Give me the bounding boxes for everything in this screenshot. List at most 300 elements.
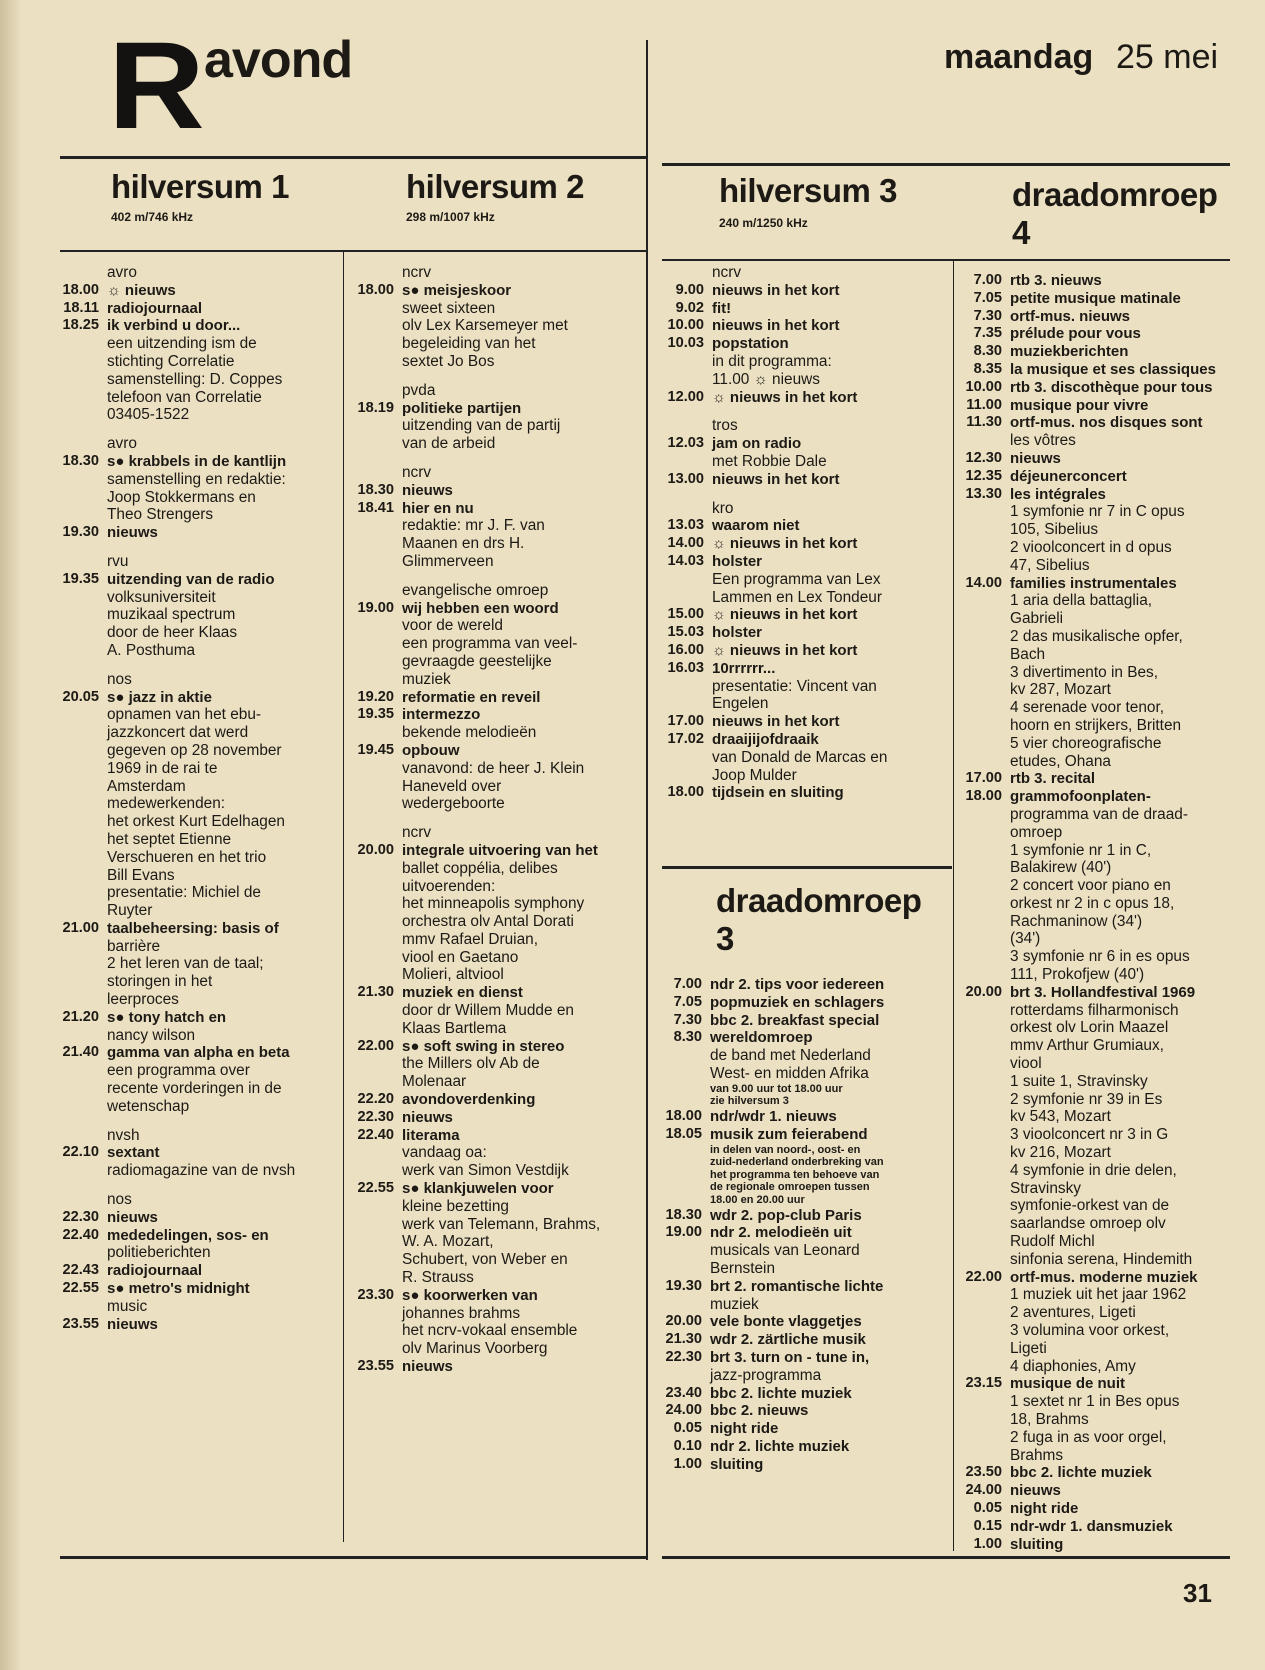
program-row: [350, 1038, 646, 1091]
program-time: 18.00: [357, 281, 394, 298]
program-time: 21.40: [62, 1044, 99, 1061]
program-title: s● soft swing in stereo: [402, 1037, 565, 1055]
program-time: 0.05: [673, 1420, 702, 1437]
program-row: [654, 976, 950, 994]
program-description: 2 das musikalische opfer,: [1010, 627, 1183, 645]
program-description: redaktie: mr J. F. van: [402, 517, 545, 535]
program-row: [954, 290, 1254, 308]
broadcaster-name: kro: [712, 499, 734, 517]
program-title: nieuws in het kort: [712, 281, 840, 299]
program-description: Ruyter: [107, 902, 153, 920]
program-description: Amsterdam: [107, 777, 186, 795]
program-title: draaijijofdraaik: [712, 730, 819, 748]
program-time: 22.55: [357, 1180, 394, 1197]
broadcaster-name: pvda: [402, 381, 436, 399]
program-description: W. A. Mozart,: [402, 1233, 494, 1251]
program-note: zuid-nederland onderbreking van: [710, 1156, 884, 1169]
program-row: [55, 524, 345, 542]
program-title: musique de nuit: [1010, 1375, 1126, 1393]
program-time: [350, 464, 394, 482]
program-description: orkest olv Lorin Maazel: [1010, 1019, 1169, 1037]
program-row: [954, 1269, 1254, 1376]
program-note: in delen van noord-, oost- en: [710, 1143, 861, 1156]
program-title: popstation: [712, 335, 789, 353]
program-time: 7.30: [973, 307, 1002, 324]
program-row: [55, 1209, 345, 1227]
program-description: (34'): [1010, 930, 1041, 948]
program-description: presentatie: Michiel de: [107, 884, 261, 902]
program-time: 18.00: [62, 281, 99, 298]
program-description: symfonie-orkest van de: [1010, 1197, 1170, 1215]
program-description: ballet coppélia, delibes: [402, 859, 558, 877]
program-description: van Donald de Marcas en: [712, 748, 888, 766]
program-row: [654, 282, 950, 300]
section-logo-r: R: [108, 17, 201, 155]
program-row: [55, 1044, 345, 1115]
program-time: 13.30: [965, 485, 1002, 502]
program-row: [350, 482, 646, 500]
broadcaster-label: [350, 582, 646, 600]
program-description: 18, Brahms: [1010, 1411, 1089, 1428]
program-row: [954, 984, 1254, 1269]
program-description: Molenaar: [402, 1073, 467, 1091]
program-description: sweet sixteen: [402, 299, 496, 317]
program-title: tijdsein en sluiting: [712, 784, 844, 802]
program-row: [350, 706, 646, 742]
station-title-hilversum-3: hilversum 3: [719, 172, 897, 209]
program-row: [350, 1127, 646, 1180]
program-description: kv 543, Mozart: [1010, 1108, 1111, 1126]
program-row: [654, 535, 950, 553]
program-title: nieuws: [402, 1108, 453, 1126]
program-row: [55, 1009, 345, 1045]
program-row: [954, 1518, 1254, 1536]
program-row: [55, 1144, 345, 1180]
program-description: van de arbeid: [402, 435, 496, 453]
freq-hilversum-3: 240 m/1250 kHz: [719, 216, 808, 230]
program-title: ortf-mus. nieuws: [1010, 307, 1131, 325]
broadcaster-name: avro: [107, 435, 137, 453]
program-description: het orkest Kurt Edelhagen: [107, 813, 285, 831]
program-title: night ride: [1010, 1499, 1079, 1517]
program-time: 19.00: [665, 1224, 702, 1241]
program-time: [654, 264, 704, 282]
program-title: s● tony hatch en: [107, 1008, 227, 1026]
program-description: Joop Mulder: [712, 766, 797, 784]
program-row: [654, 1126, 950, 1207]
station-title-draadomroep-4: draadomroep 4: [1012, 176, 1218, 251]
program-time: 18.00: [965, 788, 1002, 805]
program-note: het programma ten behoeve van: [710, 1168, 880, 1181]
program-title: bbc 2. nieuws: [710, 1402, 809, 1420]
program-note: de regionale omroepen tussen: [710, 1181, 870, 1194]
program-time: 16.00: [667, 641, 704, 658]
program-time: 12.30: [965, 449, 1002, 466]
program-description: mmv Arthur Grumiaux,: [1010, 1037, 1164, 1055]
program-row: [350, 500, 646, 571]
program-title: ndr 2. tips voor iedereen: [710, 976, 885, 993]
program-time: 13.00: [667, 470, 704, 487]
program-time: [55, 435, 99, 453]
program-row: [654, 1029, 950, 1108]
program-time: 0.10: [673, 1437, 702, 1454]
program-row: [654, 713, 950, 731]
broadcaster-name: nos: [107, 670, 132, 688]
program-time: 22.00: [965, 1268, 1002, 1285]
program-row: [654, 1313, 950, 1331]
freq-hilversum-2: 298 m/1007 kHz: [406, 210, 495, 224]
program-description: programma van de draad-: [1010, 805, 1188, 823]
freq-hilversum-1: 402 m/746 kHz: [111, 210, 194, 224]
program-time: 23.55: [62, 1315, 99, 1332]
program-row: [654, 553, 950, 606]
program-time: 21.00: [62, 919, 99, 936]
program-description: R. Strauss: [402, 1269, 474, 1287]
program-description: sinfonia serena, Hindemith: [1010, 1250, 1193, 1268]
program-description: viool: [1010, 1055, 1042, 1073]
date: 25 mei: [1116, 38, 1219, 76]
program-row: [350, 742, 646, 813]
program-description: Een programma van Lex: [712, 570, 881, 588]
program-time: [55, 264, 99, 282]
program-time: 23.55: [357, 1358, 394, 1375]
broadcaster-label: [654, 500, 950, 518]
program-time: 20.00: [965, 983, 1002, 1000]
program-description: leerproces: [107, 991, 179, 1009]
program-time: 22.30: [665, 1348, 702, 1365]
broadcaster-name: ncrv: [402, 463, 432, 481]
program-title: night ride: [710, 1420, 779, 1438]
program-title: ndr 2. lichte muziek: [710, 1437, 850, 1455]
program-title: uitzending van de radio: [107, 570, 275, 588]
broadcaster-label: [350, 264, 646, 282]
program-description: begeleiding van het: [402, 335, 536, 353]
program-title: families instrumentales: [1010, 574, 1177, 592]
program-description: kleine bezetting: [402, 1197, 509, 1215]
program-description: uitzending van de partij: [402, 417, 561, 435]
program-description: Ligeti: [1010, 1339, 1047, 1357]
program-title: taalbeheersing: basis of: [107, 919, 279, 937]
program-description: vandaag oa:: [402, 1144, 487, 1162]
program-description: Molieri, altviool: [402, 966, 504, 984]
station-rule-left: [60, 250, 646, 252]
program-row: [954, 397, 1254, 415]
program-description: 3 volumina voor orkest,: [1010, 1322, 1170, 1340]
program-title: rtb 3. recital: [1010, 770, 1096, 788]
program-description: Gabrieli: [1010, 610, 1064, 628]
program-row: [654, 994, 950, 1012]
program-description: 105, Sibelius: [1010, 521, 1099, 539]
program-time: 12.00: [667, 388, 704, 405]
program-description: werk van Simon Vestdijk: [402, 1162, 569, 1180]
program-time: 17.00: [965, 770, 1002, 787]
program-time: [55, 553, 99, 571]
program-time: 8.30: [973, 343, 1002, 360]
program-row: [350, 282, 646, 371]
program-title: nieuws: [1010, 1482, 1061, 1500]
program-time: 9.00: [675, 281, 704, 298]
broadcaster-name: rvu: [107, 552, 129, 570]
program-row: [55, 1316, 345, 1334]
program-row: [350, 1091, 646, 1109]
program-row: [954, 1375, 1254, 1464]
program-description: Bill Evans: [107, 866, 175, 884]
program-description: werk van Telemann, Brahms,: [402, 1215, 601, 1233]
program-time: 11.30: [966, 414, 1002, 431]
program-description: Maanen en drs H.: [402, 535, 525, 553]
program-time: 22.40: [62, 1226, 99, 1243]
program-title: bbc 2. breakfast special: [710, 1011, 880, 1029]
program-time: 18.30: [62, 452, 99, 469]
program-title: mededelingen, sos- en: [107, 1226, 269, 1244]
program-time: 23.50: [965, 1464, 1002, 1481]
program-row: [55, 1262, 345, 1280]
program-time: 18.30: [357, 481, 394, 498]
program-description: kv 287, Mozart: [1010, 681, 1111, 699]
program-time: 21.20: [62, 1008, 99, 1025]
program-row: [954, 468, 1254, 486]
program-title: 10rrrrrr...: [712, 659, 776, 677]
program-description: muzikaal spectrum: [107, 606, 236, 624]
program-row: [954, 343, 1254, 361]
program-title: s● metro's midnight: [107, 1280, 250, 1298]
program-description: musicals van Leonard: [710, 1242, 860, 1260]
program-description: West- en midden Afrika: [710, 1064, 869, 1082]
program-title: s● koorwerken van: [402, 1286, 538, 1304]
program-time: 12.03: [667, 435, 704, 452]
program-row: [350, 1358, 646, 1376]
program-time: 19.35: [357, 706, 394, 723]
program-title: ortf-mus. nos disques sont: [1010, 414, 1203, 432]
program-title: wdr 2. zärtliche musik: [710, 1331, 866, 1349]
program-description: 4 symfonie in drie delen,: [1010, 1161, 1177, 1179]
program-title: ndr/wdr 1. nieuws: [710, 1107, 837, 1125]
program-description: samenstelling en redaktie:: [107, 470, 286, 488]
program-description: sextet Jo Bos: [402, 352, 495, 370]
schedule-hilversum-2: [350, 264, 646, 1376]
program-row: [654, 660, 950, 713]
program-row: [654, 624, 950, 642]
program-title: les intégrales: [1010, 485, 1106, 503]
program-row: [954, 770, 1254, 788]
broadcaster-label: [350, 824, 646, 842]
program-description: 1 aria della battaglia,: [1010, 592, 1153, 610]
program-row: [654, 1402, 950, 1420]
page-edge-shadow: [0, 0, 22, 1670]
program-row: [55, 920, 345, 1009]
program-description: jazzkoncert dat werd: [107, 724, 249, 742]
program-time: 19.30: [665, 1277, 702, 1294]
program-row: [654, 1349, 950, 1385]
program-row: [350, 1180, 646, 1287]
program-time: 19.35: [62, 570, 99, 587]
program-title: ndr 2. melodieën uit: [710, 1224, 852, 1242]
program-time: 8.30: [673, 1029, 702, 1046]
program-title: sextant: [107, 1144, 160, 1162]
program-title: literama: [402, 1126, 460, 1144]
program-row: [654, 784, 950, 802]
section-title: avond: [204, 31, 353, 89]
program-time: 19.30: [62, 524, 99, 541]
program-row: [55, 300, 345, 318]
program-title: nieuws: [1010, 449, 1061, 467]
program-time: 18.25: [62, 317, 99, 334]
schedule-draadomroep-3: [654, 976, 950, 1473]
program-description: 11.00 ☼ nieuws: [712, 370, 820, 388]
program-time: 18.11: [63, 299, 99, 316]
program-title: nieuws in het kort: [712, 470, 840, 488]
program-time: 0.05: [973, 1499, 1002, 1516]
program-title: wereldomroep: [710, 1029, 813, 1047]
program-description: 2 fuga in as voor orgel,: [1010, 1428, 1167, 1446]
program-row: [654, 300, 950, 318]
program-title: ☼ nieuws in het kort: [712, 641, 858, 659]
program-title: rtb 3. discothèque pour tous: [1010, 378, 1213, 396]
program-title: hier en nu: [402, 499, 474, 517]
program-row: [350, 984, 646, 1037]
program-time: 14.03: [667, 552, 704, 569]
program-title: ☼ nieuws in het kort: [712, 535, 858, 553]
broadcaster-label: [55, 1127, 345, 1145]
program-title: brt 3. Hollandfestival 1969: [1010, 983, 1196, 1001]
program-description: rotterdams filharmonisch: [1010, 1001, 1179, 1019]
program-title: s● jazz in aktie: [107, 688, 212, 706]
program-description: telefoon van Correlatie: [107, 388, 262, 406]
program-time: 17.00: [667, 713, 704, 730]
program-time: 18.00: [667, 784, 704, 801]
program-row: [55, 282, 345, 300]
program-time: 1.00: [673, 1455, 702, 1472]
program-title: brt 3. turn on - tune in,: [710, 1348, 870, 1366]
program-description: Verschueren en het trio: [107, 848, 267, 866]
program-time: 14.00: [965, 574, 1002, 591]
program-title: muziekberichten: [1010, 343, 1129, 361]
program-title: s● meisjeskoor: [402, 281, 512, 299]
program-description: 1 suite 1, Stravinsky: [1010, 1072, 1148, 1090]
program-description: 2 vioolconcert in d opus: [1010, 538, 1172, 556]
broadcaster-label: [55, 435, 345, 453]
program-title: ☼ nieuws in het kort: [712, 606, 858, 624]
program-description: les vôtres: [1010, 432, 1076, 450]
program-title: vele bonte vlaggetjes: [710, 1313, 862, 1331]
program-row: [350, 1109, 646, 1127]
program-description: 2 symfonie nr 39 in Es: [1010, 1090, 1163, 1108]
program-description: door de heer Klaas: [107, 624, 238, 642]
program-title: s● klankjuwelen voor: [402, 1180, 554, 1198]
broadcaster-label: [55, 671, 345, 689]
program-description: nancy wilson: [107, 1026, 196, 1044]
program-time: 18.05: [665, 1125, 702, 1142]
broadcaster-name: tros: [712, 417, 738, 435]
broadcaster-name: ncrv: [402, 264, 432, 281]
program-time: 1.00: [973, 1535, 1002, 1552]
program-description: kv 216, Mozart: [1010, 1144, 1111, 1162]
program-description: Rachmaninow (34'): [1010, 912, 1143, 930]
footer-rule-left: [60, 1556, 646, 1559]
program-time: 19.20: [357, 688, 394, 705]
program-description: 4 diaphonies, Amy: [1010, 1357, 1136, 1375]
broadcaster-label: [350, 464, 646, 482]
program-title: jam on radio: [712, 435, 802, 453]
program-time: 21.30: [357, 984, 394, 1001]
vertical-divider: [646, 40, 648, 1560]
program-title: wij hebben een woord: [402, 599, 559, 617]
program-time: 14.00: [667, 535, 704, 552]
program-row: [654, 1438, 950, 1456]
program-row: [654, 606, 950, 624]
program-description: Theo Strengers: [107, 506, 214, 524]
weekday: maandag: [944, 38, 1094, 76]
program-time: [350, 824, 394, 842]
schedule-draadomroep-4: [954, 272, 1254, 1553]
program-description: 3 symfonie nr 6 in es opus: [1010, 948, 1190, 966]
program-row: [350, 842, 646, 984]
program-time: 24.00: [965, 1482, 1002, 1499]
program-description: the Millers olv Ab de: [402, 1055, 540, 1073]
program-time: 22.00: [357, 1037, 394, 1054]
program-description: 3 divertimento in Bes,: [1010, 663, 1158, 681]
program-description: 1 sextet nr 1 in Bes opus: [1010, 1393, 1180, 1411]
program-title: popmuziek en schlagers: [710, 993, 885, 1011]
program-row: [654, 517, 950, 535]
program-title: ik verbind u door...: [107, 317, 241, 335]
program-title: radiojournaal: [107, 1262, 203, 1280]
program-time: 16.03: [667, 659, 704, 676]
program-title: bbc 2. lichte muziek: [710, 1384, 852, 1402]
program-row: [654, 642, 950, 660]
program-time: 22.40: [357, 1126, 394, 1143]
program-time: 7.00: [673, 976, 702, 992]
program-description: jazz-programma: [710, 1366, 822, 1384]
program-description: Bach: [1010, 645, 1046, 663]
program-title: nieuws: [402, 1358, 453, 1376]
program-time: [55, 1127, 99, 1145]
program-row: [654, 471, 950, 489]
program-time: 18.30: [665, 1206, 702, 1223]
program-title: politieke partijen: [402, 399, 522, 417]
program-time: [350, 582, 394, 600]
program-title: musik zum feierabend: [710, 1125, 868, 1143]
program-description: het minneapolis symphony: [402, 895, 585, 913]
page-number: 31: [1183, 1578, 1212, 1608]
program-title: ortf-mus. moderne muziek: [1010, 1268, 1198, 1286]
program-description: A. Posthuma: [107, 641, 196, 659]
program-time: 7.05: [973, 289, 1002, 306]
program-row: [654, 1278, 950, 1314]
program-row: [654, 1207, 950, 1225]
program-row: [350, 689, 646, 707]
program-title: intermezzo: [402, 706, 481, 724]
program-time: 23.40: [665, 1384, 702, 1401]
broadcaster-name: evangelische omroep: [402, 581, 549, 599]
program-row: [654, 731, 950, 784]
program-row: [954, 1500, 1254, 1518]
program-row: [954, 486, 1254, 575]
station-title-draadomroep-3: draadomroep 3: [716, 882, 922, 957]
program-row: [954, 575, 1254, 771]
program-row: [350, 400, 646, 453]
program-description: Lammen en Lex Tondeur: [712, 588, 882, 606]
program-title: petite musique matinale: [1010, 289, 1181, 307]
program-title: wdr 2. pop-club Paris: [710, 1206, 862, 1224]
program-row: [55, 453, 345, 524]
header-rule-left: [60, 156, 646, 159]
program-description: bekende melodieën: [402, 724, 537, 742]
program-row: [954, 450, 1254, 468]
program-description: hoorn en strijkers, Britten: [1010, 716, 1182, 734]
program-row: [654, 389, 950, 407]
program-row: [654, 1331, 950, 1349]
